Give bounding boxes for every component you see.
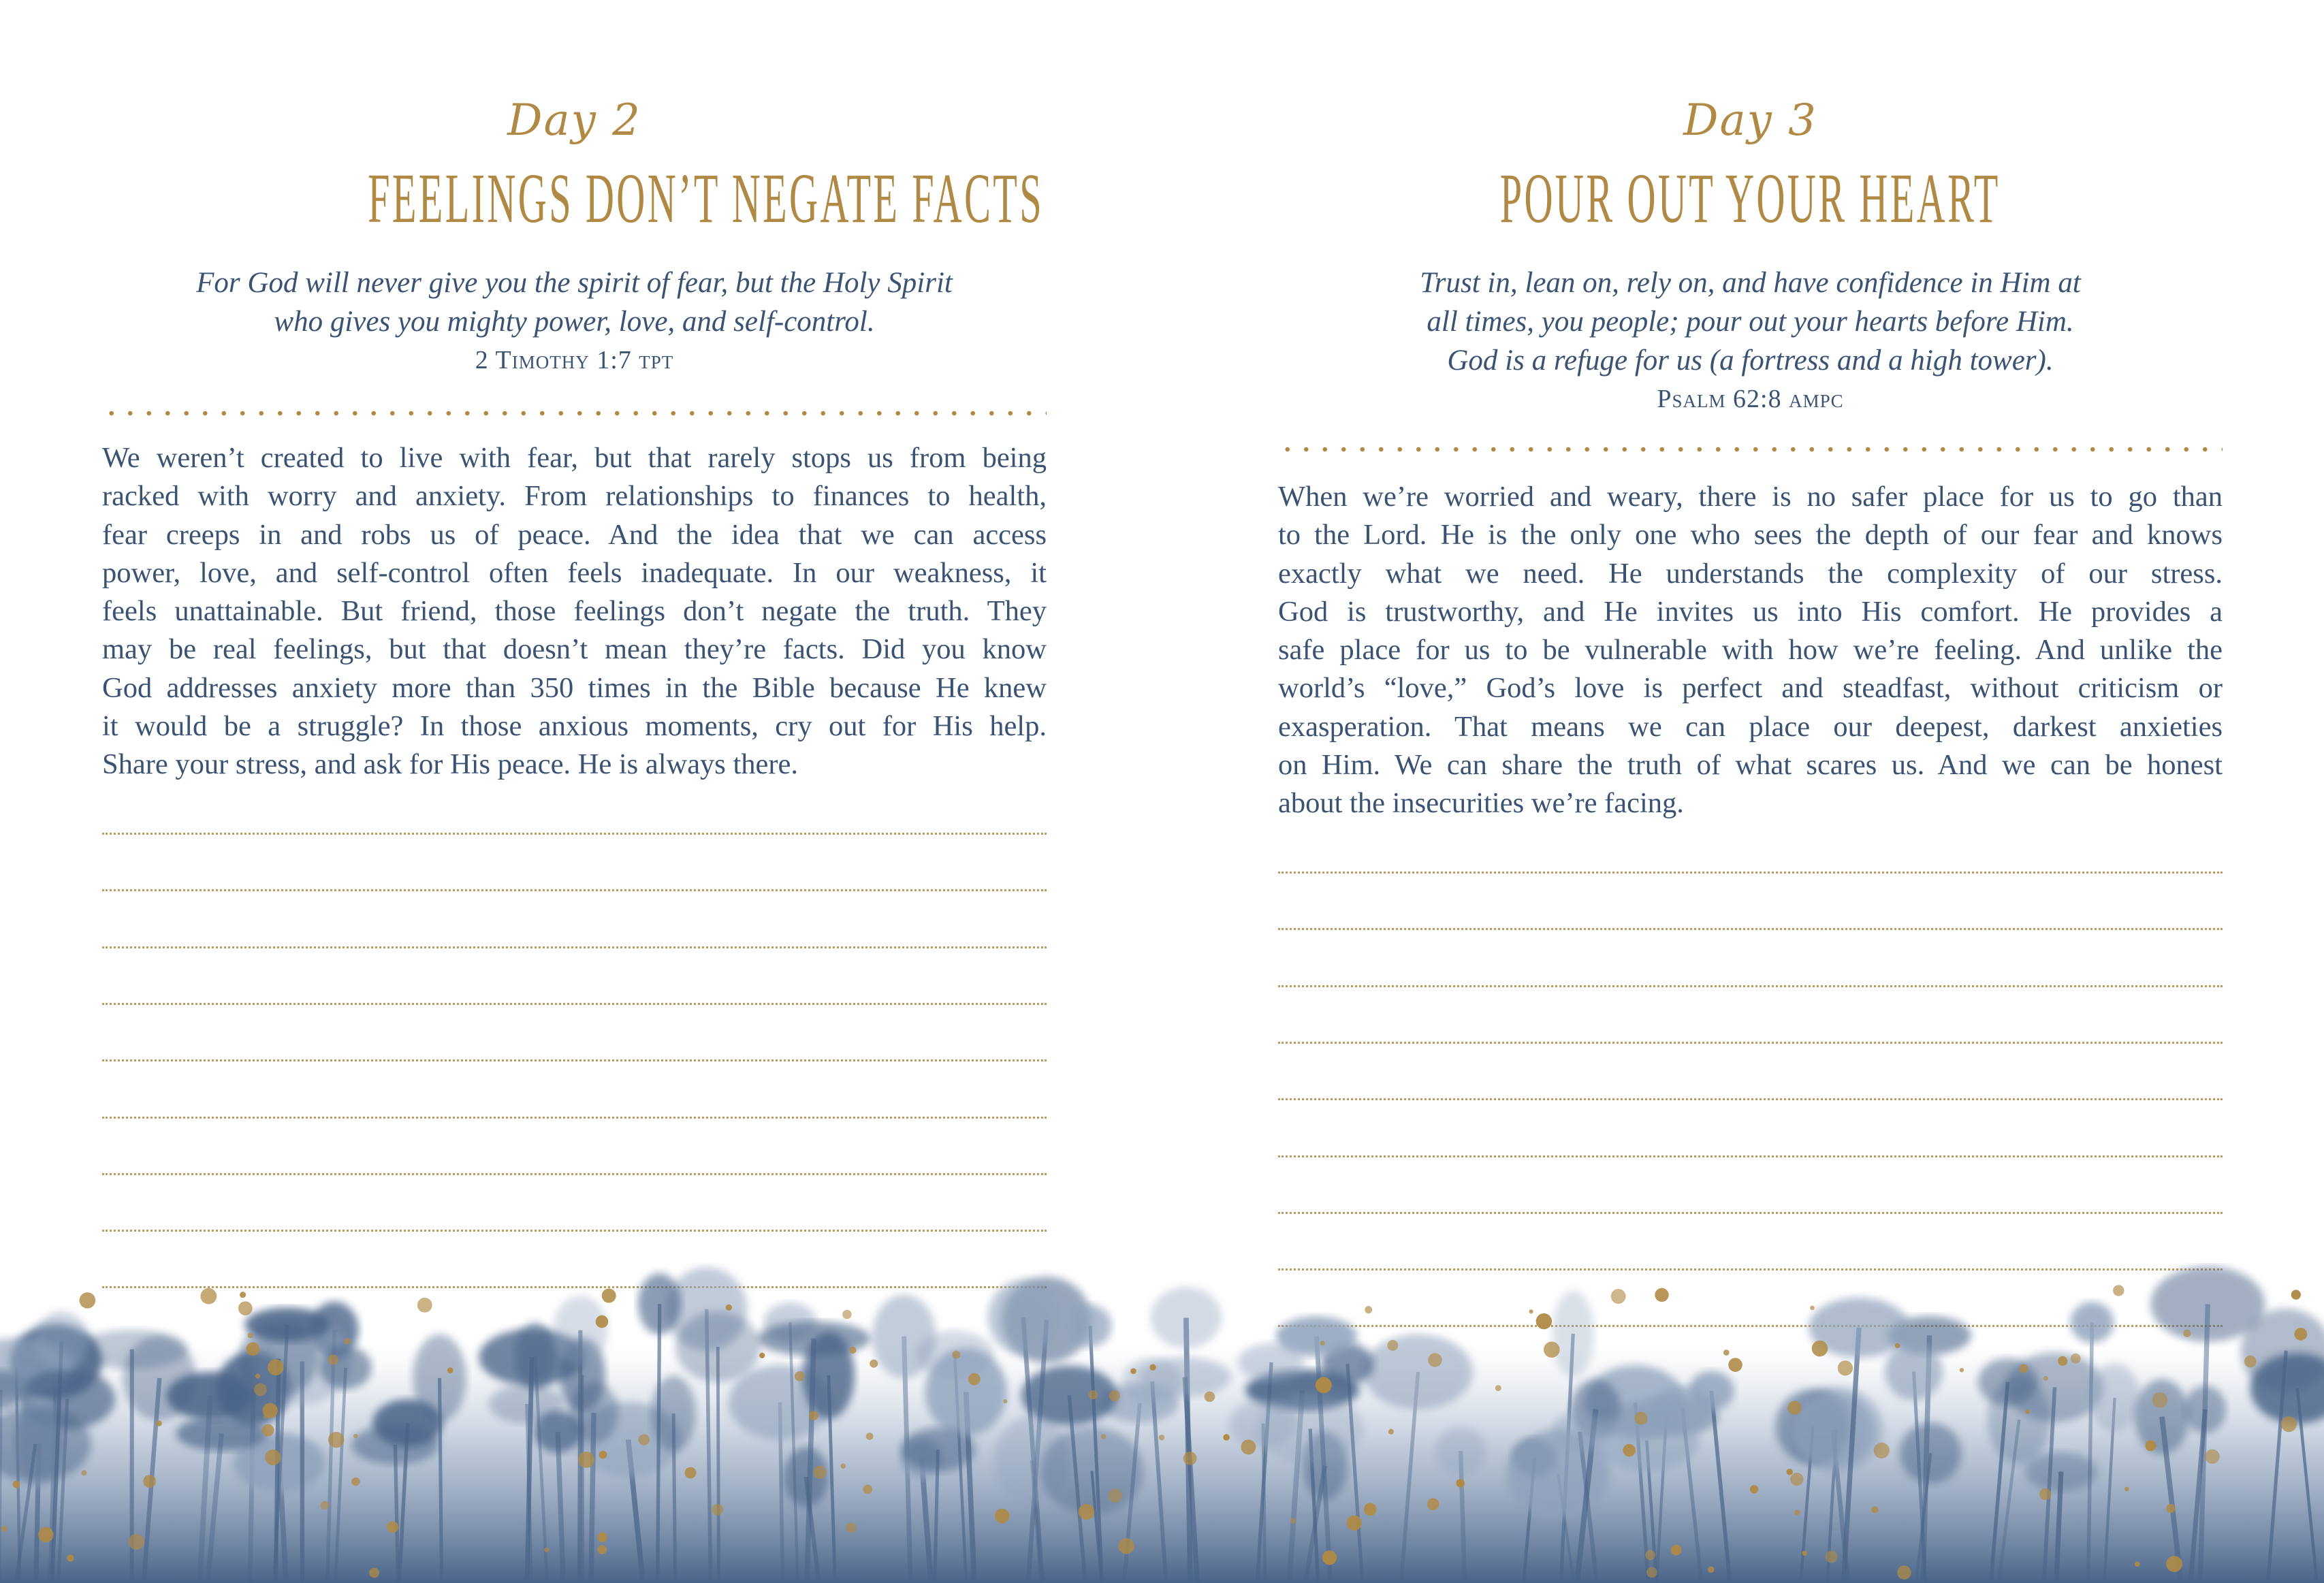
writing-line[interactable] (102, 833, 1047, 835)
writing-line[interactable] (1278, 1212, 2223, 1214)
writing-line[interactable] (1278, 1155, 2223, 1157)
writing-line[interactable] (102, 1117, 1047, 1119)
dotted-divider (102, 411, 1047, 416)
day-label: Day 2 (507, 95, 641, 146)
writing-line[interactable] (102, 1230, 1047, 1232)
scripture-citation: Psalm 62:8 ampc (1657, 385, 1844, 413)
page-title: FEELINGS DON’T NEGATE FACTS (368, 159, 1044, 238)
writing-line[interactable] (102, 1173, 1047, 1175)
text-line: Share your stress, and ask for His peace. He is always there. (102, 748, 799, 781)
text-line: may be real feelings, but that doesn’t mean they’re facts. Did you know (102, 633, 1047, 666)
text-line: feels unattainable. But friend, those feelings don’t negate the truth. They (102, 595, 1047, 628)
scripture-citation: 2 Timothy 1:7 tpt (475, 346, 674, 374)
text-line: safe place for us to be vulnerable with how we’re feeling. And unlike the (1278, 634, 2223, 667)
text-line: to the Lord. He is the only one who sees the depth of our fear and knows (1278, 519, 2223, 551)
day-label: Day 3 (1683, 95, 1817, 146)
text-line: God addresses anxiety more than 350 times in the Bible because He knew (102, 671, 1047, 704)
writing-line[interactable] (1278, 1042, 2223, 1044)
text-line: exactly what we need. He understands the complexity of our stress. (1278, 557, 2223, 590)
devotional-text (102, 439, 1047, 784)
text-line: racked with worry and anxiety. From relationships to finances to health, (102, 480, 1047, 513)
text-line: fear creeps in and robs us of peace. And the idea that we can access (102, 518, 1047, 551)
writing-line[interactable] (1278, 872, 2223, 874)
writing-line[interactable] (102, 1059, 1047, 1061)
writing-line[interactable] (102, 889, 1047, 891)
text-line: on Him. We can share the truth of what scares us. And we can be honest (1278, 749, 2223, 782)
text-line: We weren’t created to live with fear, but that rarely stops us from being (102, 442, 1047, 474)
text-line: When we’re worried and weary, there is no safer place for us to go than (1278, 481, 2223, 513)
text-line: God is trustworthy, and He invites us into His comfort. He provides a (1278, 595, 2223, 628)
writing-line[interactable] (1278, 985, 2223, 987)
scripture-verse: For God will never give you the spirit of fear, but the Holy Spirit who gives you mighty power, love, and self-control. 2 Timothy 1:7 tpt (102, 263, 1047, 380)
writing-line[interactable] (1278, 928, 2223, 930)
watercolor-flowers-icon (0, 1263, 2324, 1583)
writing-line[interactable] (1278, 1098, 2223, 1100)
scripture-verse: Trust in, lean on, rely on, and have confidence in Him at all times, you people; pour out your hearts before Him. God is a refuge for us (a fortress and a high tower). Psalm 62:8 ampc (1278, 263, 2223, 419)
text-line: power, love, and self-control often feels inadequate. In our weakness, it (102, 556, 1047, 589)
text-line: about the insecurities we’re facing. (1278, 787, 1684, 820)
text-line: it would be a struggle? In those anxious moments, cry out for His help. (102, 710, 1047, 743)
text-line: exasperation. That means we can place our deepest, darkest anxieties (1278, 710, 2223, 743)
page-title: POUR OUT YOUR HEART (1500, 159, 2001, 238)
writing-line[interactable] (102, 946, 1047, 948)
devotional-text (1278, 478, 2223, 823)
writing-line[interactable] (102, 1003, 1047, 1005)
dotted-divider (1278, 447, 2223, 452)
text-line: world’s “love,” God’s love is perfect and steadfast, without criticism or (1278, 672, 2223, 705)
